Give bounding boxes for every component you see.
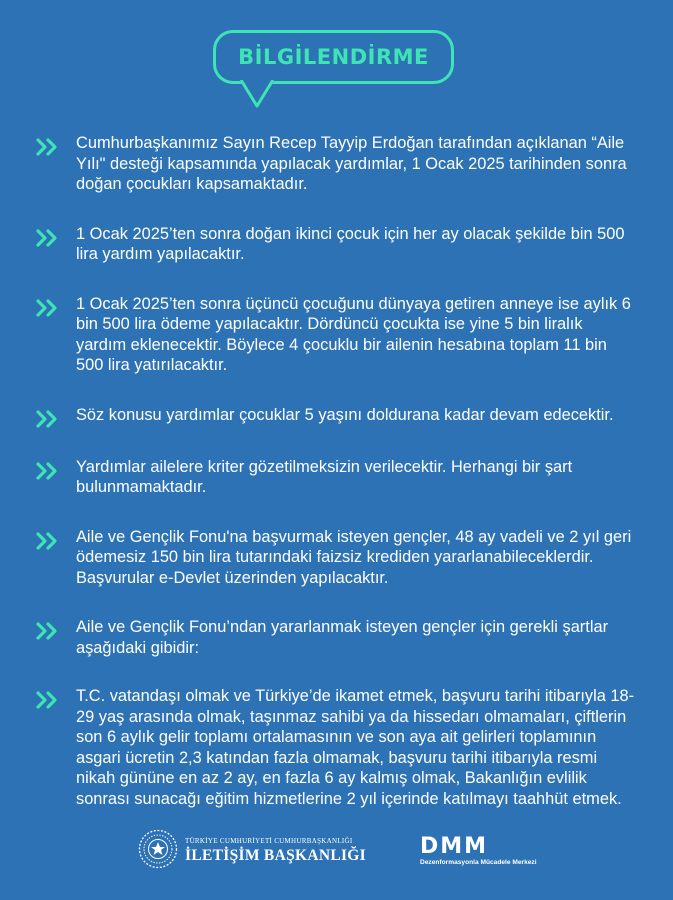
dmm-logo [420,836,537,866]
list-item-text: Söz konusu yardımlar çocuklar 5 yaşını doldurana kadar devam edecektir. [76,405,614,424]
list-item [36,405,636,428]
bubble-tail [238,80,278,110]
list-item [36,686,636,809]
list-item-text: Yardımlar ailelere kriter gözetilmeksizin verilecektir. Herhangi bir şart bulunmamaktadır. [76,457,573,496]
double-chevron-right-icon [36,410,60,428]
list-item-text: Cumhurbaşkanımız Sayın Recep Tayyip Erdoğan tarafından açıklanan “Aile Yılı" desteği kapsamında yapılacak yardımlar, 1 Ocak 2025 tarihinden sonra doğan çocukları kapsamaktadır. [76,134,627,193]
double-chevron-right-icon [36,622,60,640]
list-item [36,457,636,498]
iletisim-emblem-icon [138,829,178,869]
list-item [36,294,636,376]
double-chevron-right-icon [36,138,60,156]
list-item-text: 1 Ocak 2025’ten sonra doğan ikinci çocuk için her ay olacak şekilde bin 500 lira yardım yapılacaktır. [76,224,625,263]
double-chevron-right-icon [36,229,60,247]
list-item [36,617,636,658]
double-chevron-right-icon [36,299,60,317]
institution-small-label: TÜRKİYE CUMHURİYETİ CUMHURBAŞKANLIĞI [185,837,353,845]
double-chevron-right-icon [36,532,60,550]
list-item-text: Aile ve Gençlik Fonu’ndan yararlanmak isteyen gençler için gerekli şartlar aşağıdaki gibidir: [76,618,609,657]
list-item [36,224,636,265]
institution-name: İLETİŞİM BAŞKANLIĞI [185,847,366,864]
list-item-text: T.C. vatandaşı olmak ve Türkiye’de ikamet etmek, başvuru tarihi itibarıyla 18-29 yaş arasında olmak, taşınmaz sahibi ya da hissedarı olmamaları, çiftlerin son 6 aylık gelir toplamı ortalamasının ve son aya ait gelirleri toplamının asgari ücretin 2,3 katından fazla olmamak, başvuru tarihi itibarıyla resmi nikah gününe en az 2 ay, en fazla 6 ay kalmış olmak, Bakanlığın evlilik sonrası sunacağı eğitim hizmetlerine 2 yıl içerinde katılmayı taahhüt etmek. [76,687,635,808]
double-chevron-right-icon [36,462,60,480]
dmm-logo-mark: DMM [420,834,489,859]
list-item [36,133,636,195]
list-item [36,527,636,589]
double-chevron-right-icon [36,691,60,709]
title-bubble [213,30,454,84]
list-item-text: 1 Ocak 2025’ten sonra üçüncü çocuğunu dünyaya getiren anneye ise aylık 6 bin 500 lira ödeme yapılacaktır. Dördüncü çocukta ise yine 5 bin liralık yardım eklenecektir. Böylece 4 çocuklu bir ailenin hesabına toplam 11 bin 500 lira yatırılacaktır. [76,294,631,374]
list-item-text: Aile ve Gençlik Fonu'na başvurmak isteyen gençler, 48 ay vadeli ve 2 yıl geri ödemesiz 150 bin lira tutarındaki faizsiz krediden yararlanabileceklerdir. Başvurular e-Devlet üzerinden yapılacaktır. [76,527,632,587]
info-list [36,133,636,809]
iletisim-logo-text [185,837,366,865]
page-title: BİLGİLENDİRME [238,45,429,69]
dmm-subtitle: Dezenformasyonla Mücadele Merkezi [420,859,537,866]
